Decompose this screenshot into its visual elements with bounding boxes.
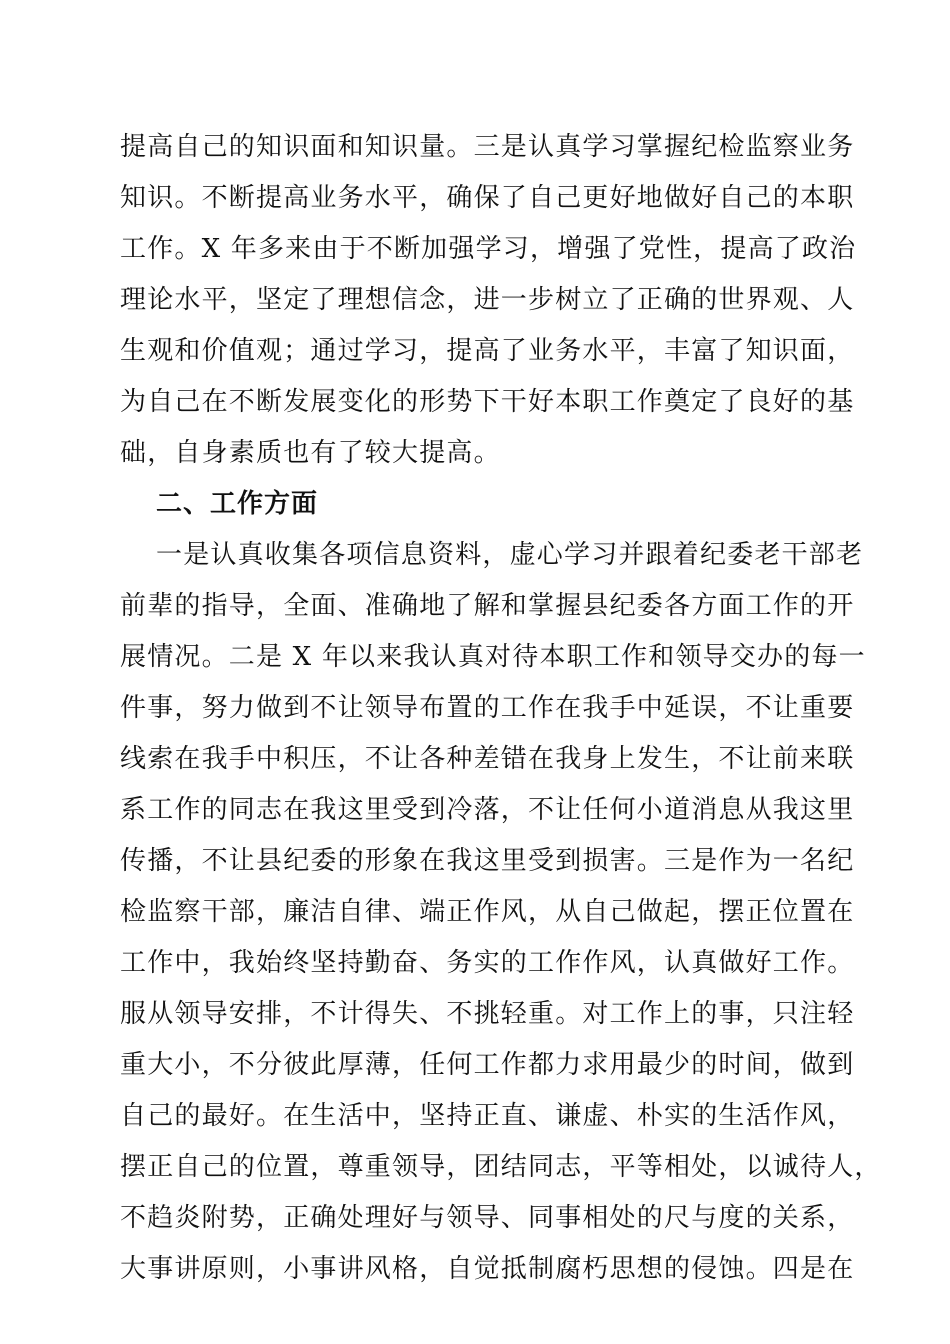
paragraph-line: 重大小，不分彼此厚薄，任何工作都力求用最少的时间，做到 [120, 1050, 855, 1080]
paragraph-line: 为自己在不断发展变化的形势下干好本职工作奠定了良好的基 [120, 387, 855, 417]
paragraph-line: 前辈的指导，全面、准确地了解和掌握县纪委各方面工作的开 [120, 591, 855, 621]
paragraph-line: 工作中，我始终坚持勤奋、务实的工作作风，认真做好工作。 [120, 948, 855, 978]
paragraph-line: 不趋炎附势，正确处理好与领导、同事相处的尺与度的关系， [120, 1203, 855, 1233]
paragraph-line: 一是认真收集各项信息资料，虚心学习并跟着纪委老干部老 [156, 540, 864, 570]
paragraph-line: 服从领导安排，不计得失、不挑轻重。对工作上的事，只注轻 [120, 999, 855, 1029]
paragraph-line: 传播，不让县纪委的形象在我这里受到损害。三是作为一名纪 [120, 846, 855, 876]
paragraph-line: 知识。不断提高业务水平，确保了自己更好地做好自己的本职 [120, 183, 855, 213]
paragraph-line: 础，自身素质也有了较大提高。 [120, 438, 501, 468]
paragraph-line: 检监察干部，廉洁自律、端正作风，从自己做起，摆正位置在 [120, 897, 855, 927]
paragraph-line: 摆正自己的位置，尊重领导，团结同志，平等相处，以诚待人， [120, 1152, 882, 1182]
paragraph-line: 生观和价值观；通过学习，提高了业务水平，丰富了知识面， [120, 336, 855, 366]
paragraph-line: 大事讲原则，小事讲风格，自觉抵制腐朽思想的侵蚀。四是在 [120, 1254, 855, 1284]
paragraph-line: 线索在我手中积压，不让各种差错在我身上发生，不让前来联 [120, 744, 855, 774]
paragraph-line: 件事，努力做到不让领导布置的工作在我手中延误，不让重要 [120, 693, 855, 723]
paragraph-line: 自己的最好。在生活中，坚持正直、谦虚、朴实的生活作风， [120, 1101, 855, 1131]
paragraph-line: 理论水平，坚定了理想信念，进一步树立了正确的世界观、人 [120, 285, 855, 315]
paragraph-line: 系工作的同志在我这里受到冷落，不让任何小道消息从我这里 [120, 795, 855, 825]
paragraph-line: 展情况。二是 X 年以来我认真对待本职工作和领导交办的每一 [120, 642, 866, 672]
paragraph-line: 提高自己的知识面和知识量。三是认真学习掌握纪检监察业务 [120, 132, 855, 162]
section-heading: 二、工作方面 [156, 489, 319, 519]
paragraph-line: 工作。X 年多来由于不断加强学习，增强了党性，提高了政治 [120, 234, 857, 264]
